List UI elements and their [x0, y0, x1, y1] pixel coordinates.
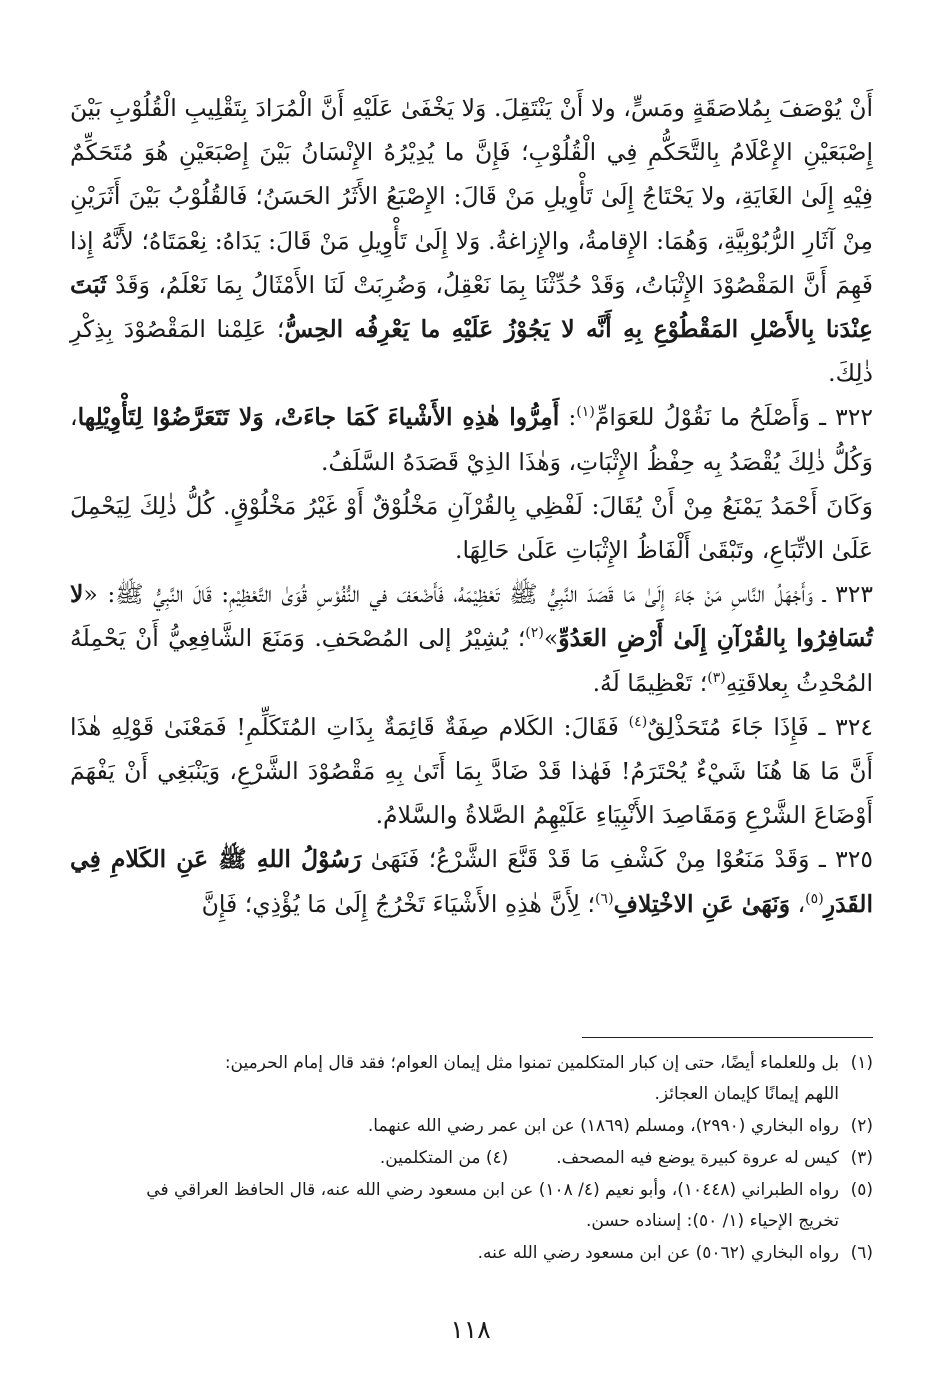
paragraph-ahmad: وَكَانَ أَحْمَدُ يَمْنَعُ مِنْ أَنْ يُقَالَ: لَفْظِي بِالقُرْآنِ مَخْلُوْقٌ أَوْ غَيْرُ مَخْلُوْقٍ. كُلُّ ذٰلِكَ لِيَحْمِلَ عَلَىٰ الاتِّبَاعِ، وتَبْقَىٰ أَلْفَاظُ الإِثْبَاتِ عَلَىٰ حَالِهَا.: [70, 491, 873, 565]
main-text: [70, 86, 873, 926]
text-run: ٣٢٣ ـ وَأَجْهَلُ النَّاسِ مَنْ جَاءَ إِلَىٰ مَا قَصَدَ النَّبِيُّ ﷺ تَعْظِيْمَهُ، فَأَضْعَفَ في النُّفُوْسِ قُوَىٰ التَّعْظِيْمِ: قَالَ النَّبِيُّ ﷺ: «: [83, 580, 873, 609]
footnote-text: رواه الطبراني (١٠٤٤٨)، وأبو نعيم (٤/ ١٠٨) عن ابن مسعود رضي الله عنه، قال الحافظ العراقي في: [146, 1180, 839, 1200]
footnote-ref: (١): [576, 404, 595, 421]
text-run: ٣٢٤ ـ فَإِذَا جَاءَ مُتَحَذْلِقٌ: [647, 712, 873, 741]
text-run: ؛ يُشِيْرُ إلى المُصْحَفِ. وَمَنَعَ الشَّافِعِيُّ أَنْ يَحْمِلَهُ المُحْدِثُ بِعلاقَتِهِ: [70, 624, 873, 697]
paragraph-325: [70, 837, 873, 925]
page-number: ١١٨: [450, 1315, 491, 1344]
footnote-ref: (٢): [525, 625, 544, 642]
footnote-number: (٤): [485, 1148, 509, 1168]
footnote-text: اللهم إيمانًا كإيمان العجائز.: [654, 1084, 839, 1104]
footnote-5: [70, 1175, 873, 1237]
footnote-text: كيس له عروة كبيرة يوضع فيه المصحف.: [556, 1148, 839, 1168]
text-run: ؛ تَعْظِيمًا لَهُ.: [592, 668, 708, 697]
paragraph-322: [70, 395, 873, 483]
bold-text-run: وَنَهَىٰ عَنِ الاخْتِلافِ: [613, 889, 791, 918]
footnote-ref: (٣): [707, 669, 726, 686]
footnote-number: (٦): [850, 1243, 873, 1263]
text-run: فَقَالَ: الكَلام صِفَةٌ قَائِمَةٌ بِذَاتِ المُتَكَلِّمِ! فَمَعْنَىٰ قَوْلِهِ هٰذَا أَنَّ مَا هَا هُنَا شَيْءٌ يُحْتَرَمُ! فَهٰذا قَدْ ضَادَّ بِمَا أَتَىٰ بِهِ مَقْصُوْدَ الشَّرْعِ، وَيَنْبَغِي أَنْ يَفْهَمَ أَوْضَاعَ الشَّرْعِ وَمَقَاصِدَ الأَنْبِيَاءِ عَلَيْهِمُ الصَّلاةُ والسَّلامُ.: [70, 712, 873, 830]
footnote-6: [70, 1238, 873, 1269]
footnote-text: بل وللعلماء أيضًا، حتى إن كبار المتكلمين تمنوا مثل إيمان العوام؛ فقد قال إمام الحرمين:: [224, 1053, 839, 1073]
footnote-1: [70, 1048, 873, 1110]
footnote-text: تخريج الإحياء (١/ ٥٠): إسناده حسن.: [586, 1211, 839, 1231]
footnote-separator: [582, 1037, 873, 1038]
paragraph-323: [70, 572, 873, 705]
footnote-2: [70, 1111, 873, 1142]
text-run: ؛ عَلِمْنا المَقْصُوْدَ بِذِكْرِ ذٰلِكَ.: [70, 315, 873, 388]
bold-text-run: ثَبَتَ عِنْدَنا بِالأَصْلِ المَقْطُوْعِ بِهِ أَنَّه لا يَجُوْزُ عَلَيْهِ ما يَعْرِفُه الحِسُّ: [70, 270, 873, 344]
text-run: ٣٢٥ ـ وَقَدْ مَنَعُوْا مِنْ كَشْفِ مَا قَدْ قَنَّعَ الشَّرْعُ؛ فَنَهَىٰ: [361, 845, 873, 874]
footnotes: [70, 1048, 873, 1270]
footnote-ref: (٦): [595, 890, 614, 907]
text-run: ٣٢٢ ـ وَأَصْلَحُ ما نَقُوْلُ للعَوَامِّ: [594, 403, 873, 432]
footnote-ref: (٤): [628, 714, 648, 731]
footnote-number: (٥): [850, 1180, 873, 1200]
bold-text-run: رَسُوْلُ اللهِ ﷺ عَنِ الكَلامِ فِي القَدَرِ: [70, 845, 873, 918]
footnote-number: (١): [850, 1053, 873, 1073]
text-run: »: [543, 624, 559, 653]
footnote-text: رواه البخاري (٢٩٩٠)، ومسلم (١٨٦٩) عن ابن عمر رضي الله عنهما.: [367, 1116, 839, 1136]
text-run: ؛ لِأَنَّ هٰذِهِ الأَشْيَاءَ تَخْرُجُ إِلَىٰ مَا يُؤْذِي؛ فَإِنَّ: [201, 889, 595, 918]
footnote-text: رواه البخاري (٥٠٦٢) عن ابن مسعود رضي الله عنه.: [477, 1243, 839, 1263]
text-run: ، وَكُلُّ ذٰلِكَ يُقْصَدُ بِه حِفْظُ الإِثْبَاتِ، وَهٰذَا الذِيْ قَصَدَهُ السَّلَفُ.: [70, 403, 873, 476]
bold-text-run: أَمِرُّوا هٰذِهِ الأَشْياءَ كَمَا جاءَتْ، وَلا تَتَعَرَّضُوْا لِتَأْوِيْلِها: [77, 403, 560, 432]
text-run: ،: [790, 889, 806, 918]
footnote-text: من المتكلمين.: [379, 1148, 481, 1168]
footnote-number: (٣): [850, 1148, 873, 1168]
text-run: أَنْ يُوْصَفَ بِمُلاصَقَةٍ ومَسٍّ، ولا أَنْ يَنْتَقِلَ. وَلا يَخْفَىٰ عَلَيْهِ أَنَّ الْمُرَادَ بِتَقْلِيبِ الْقُلُوْبِ بَيْنَ إِصْبَعَيْنِ الإِعْلَامُ بِالتَّحَكُّمِ فِي الْقُلُوْبِ؛ فَإِنَّ ما يُدِيْرُهُ الإِنْسَانُ بَيْنَ إِصْبَعَيْنِ هُوَ مُتَحَكِّمٌ فِيْهِ إِلَىٰ الغَايَةِ، ولا يَحْتَاجُ إِلَىٰ تَأْوِيلِ مَنْ قَالَ: الإِصْبَعُ الأَثَرُ الحَسَنُ؛ فَالقُلُوْبُ بَيْنَ أَثَرَيْنِ مِنْ آثَارِ الرُّبُوْبِيَّةِ، وَهُمَا: الإِقامةُ، والإِزاغةُ. وَلا إِلَىٰ تَأْوِيلِ مَنْ قَالَ: يَدَاهُ: نِعْمَتَاهُ؛ لأَنَّهُ إِذا فَهِمَ أَنَّ المَقْصُوْدَ الإِثْبَاتُ، وَقَدْ حُدِّثْنَا بِمَا نَعْقِلُ، وَضُرِبَتْ لَنَا الأَمْثَالُ بِمَا نَعْلَمُ، وَقَدْ: [70, 94, 873, 299]
footnote-3-4: [70, 1143, 873, 1174]
paragraph-1: [70, 86, 873, 395]
paragraph-324: [70, 705, 873, 838]
bold-text-run: لا تُسَافِرُوا بِالقُرْآنِ إِلَىٰ أَرْضِ العَدُوِّ: [70, 580, 873, 653]
footnote-number: (٢): [850, 1116, 873, 1136]
footnote-ref: (٥): [805, 890, 824, 907]
text-run: :: [559, 403, 577, 432]
